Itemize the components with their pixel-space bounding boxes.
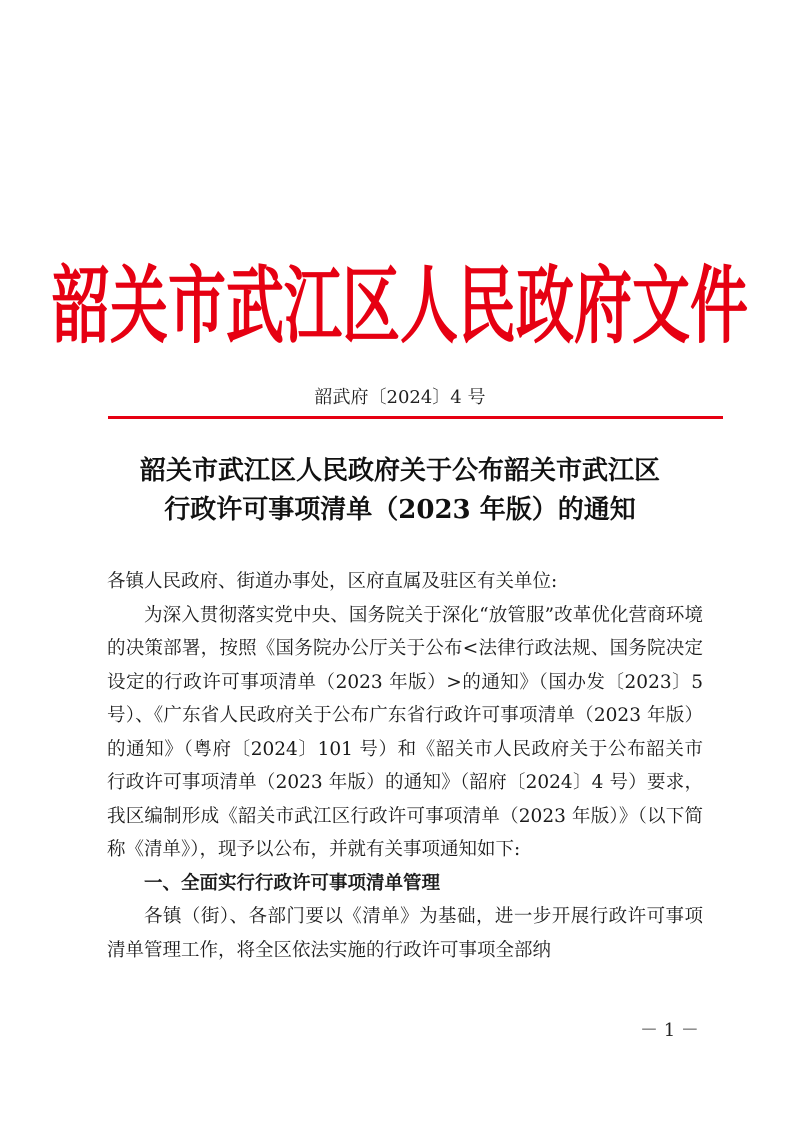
section-heading-1: 一、全面实行行政许可事项清单管理 [144, 872, 441, 894]
addressee-line: 各镇人民政府、街道办事处，区府直属及驻区有关单位: [107, 571, 558, 592]
title-line-2: 行政许可事项清单（2023 年版）的通知 [164, 495, 636, 525]
body-paragraph-2: 各镇（街）、各部门要以《清单》为基础，进一步开展行政许可事项清单管理工作，将全区依法实施的行政许可事项全部纳 [107, 906, 703, 961]
document-body [107, 565, 703, 967]
body-paragraph-1: 为深入贯彻落实党中央、国务院关于深化“放管服”改革优化营商环境的决策部署，按照《国务院办公厅关于公布<法律行政法规、国务院决定设定的行政许可事项清单（2023 年版）>的通知》（国办发〔2023〕5 号）、《广东省人民政府关于公布广东省行政许可事项清单（2023 年版）的通知》（粤府〔2024〕101 号）和《韶关市人民政府关于公布韶关市行政许可事项清单（2023 年版）的通知》（韶府〔2024〕4 号）要求，我区编制形成《韶关市武江区行政许可事项清单（2023 年版）》（以下简称《清单》），现予以公布，并就有关事项通知如下: [107, 604, 703, 860]
page-number: － 1 － [640, 1020, 699, 1041]
document-title [60, 452, 740, 530]
red-divider-line [108, 416, 723, 419]
title-line-1: 韶关市武江区人民政府关于公布韶关市武江区 [139, 456, 660, 486]
document-number: 韶武府〔2024〕4 号 [314, 387, 486, 408]
document-masthead: 韶关市武江区人民政府文件 [51, 256, 748, 356]
